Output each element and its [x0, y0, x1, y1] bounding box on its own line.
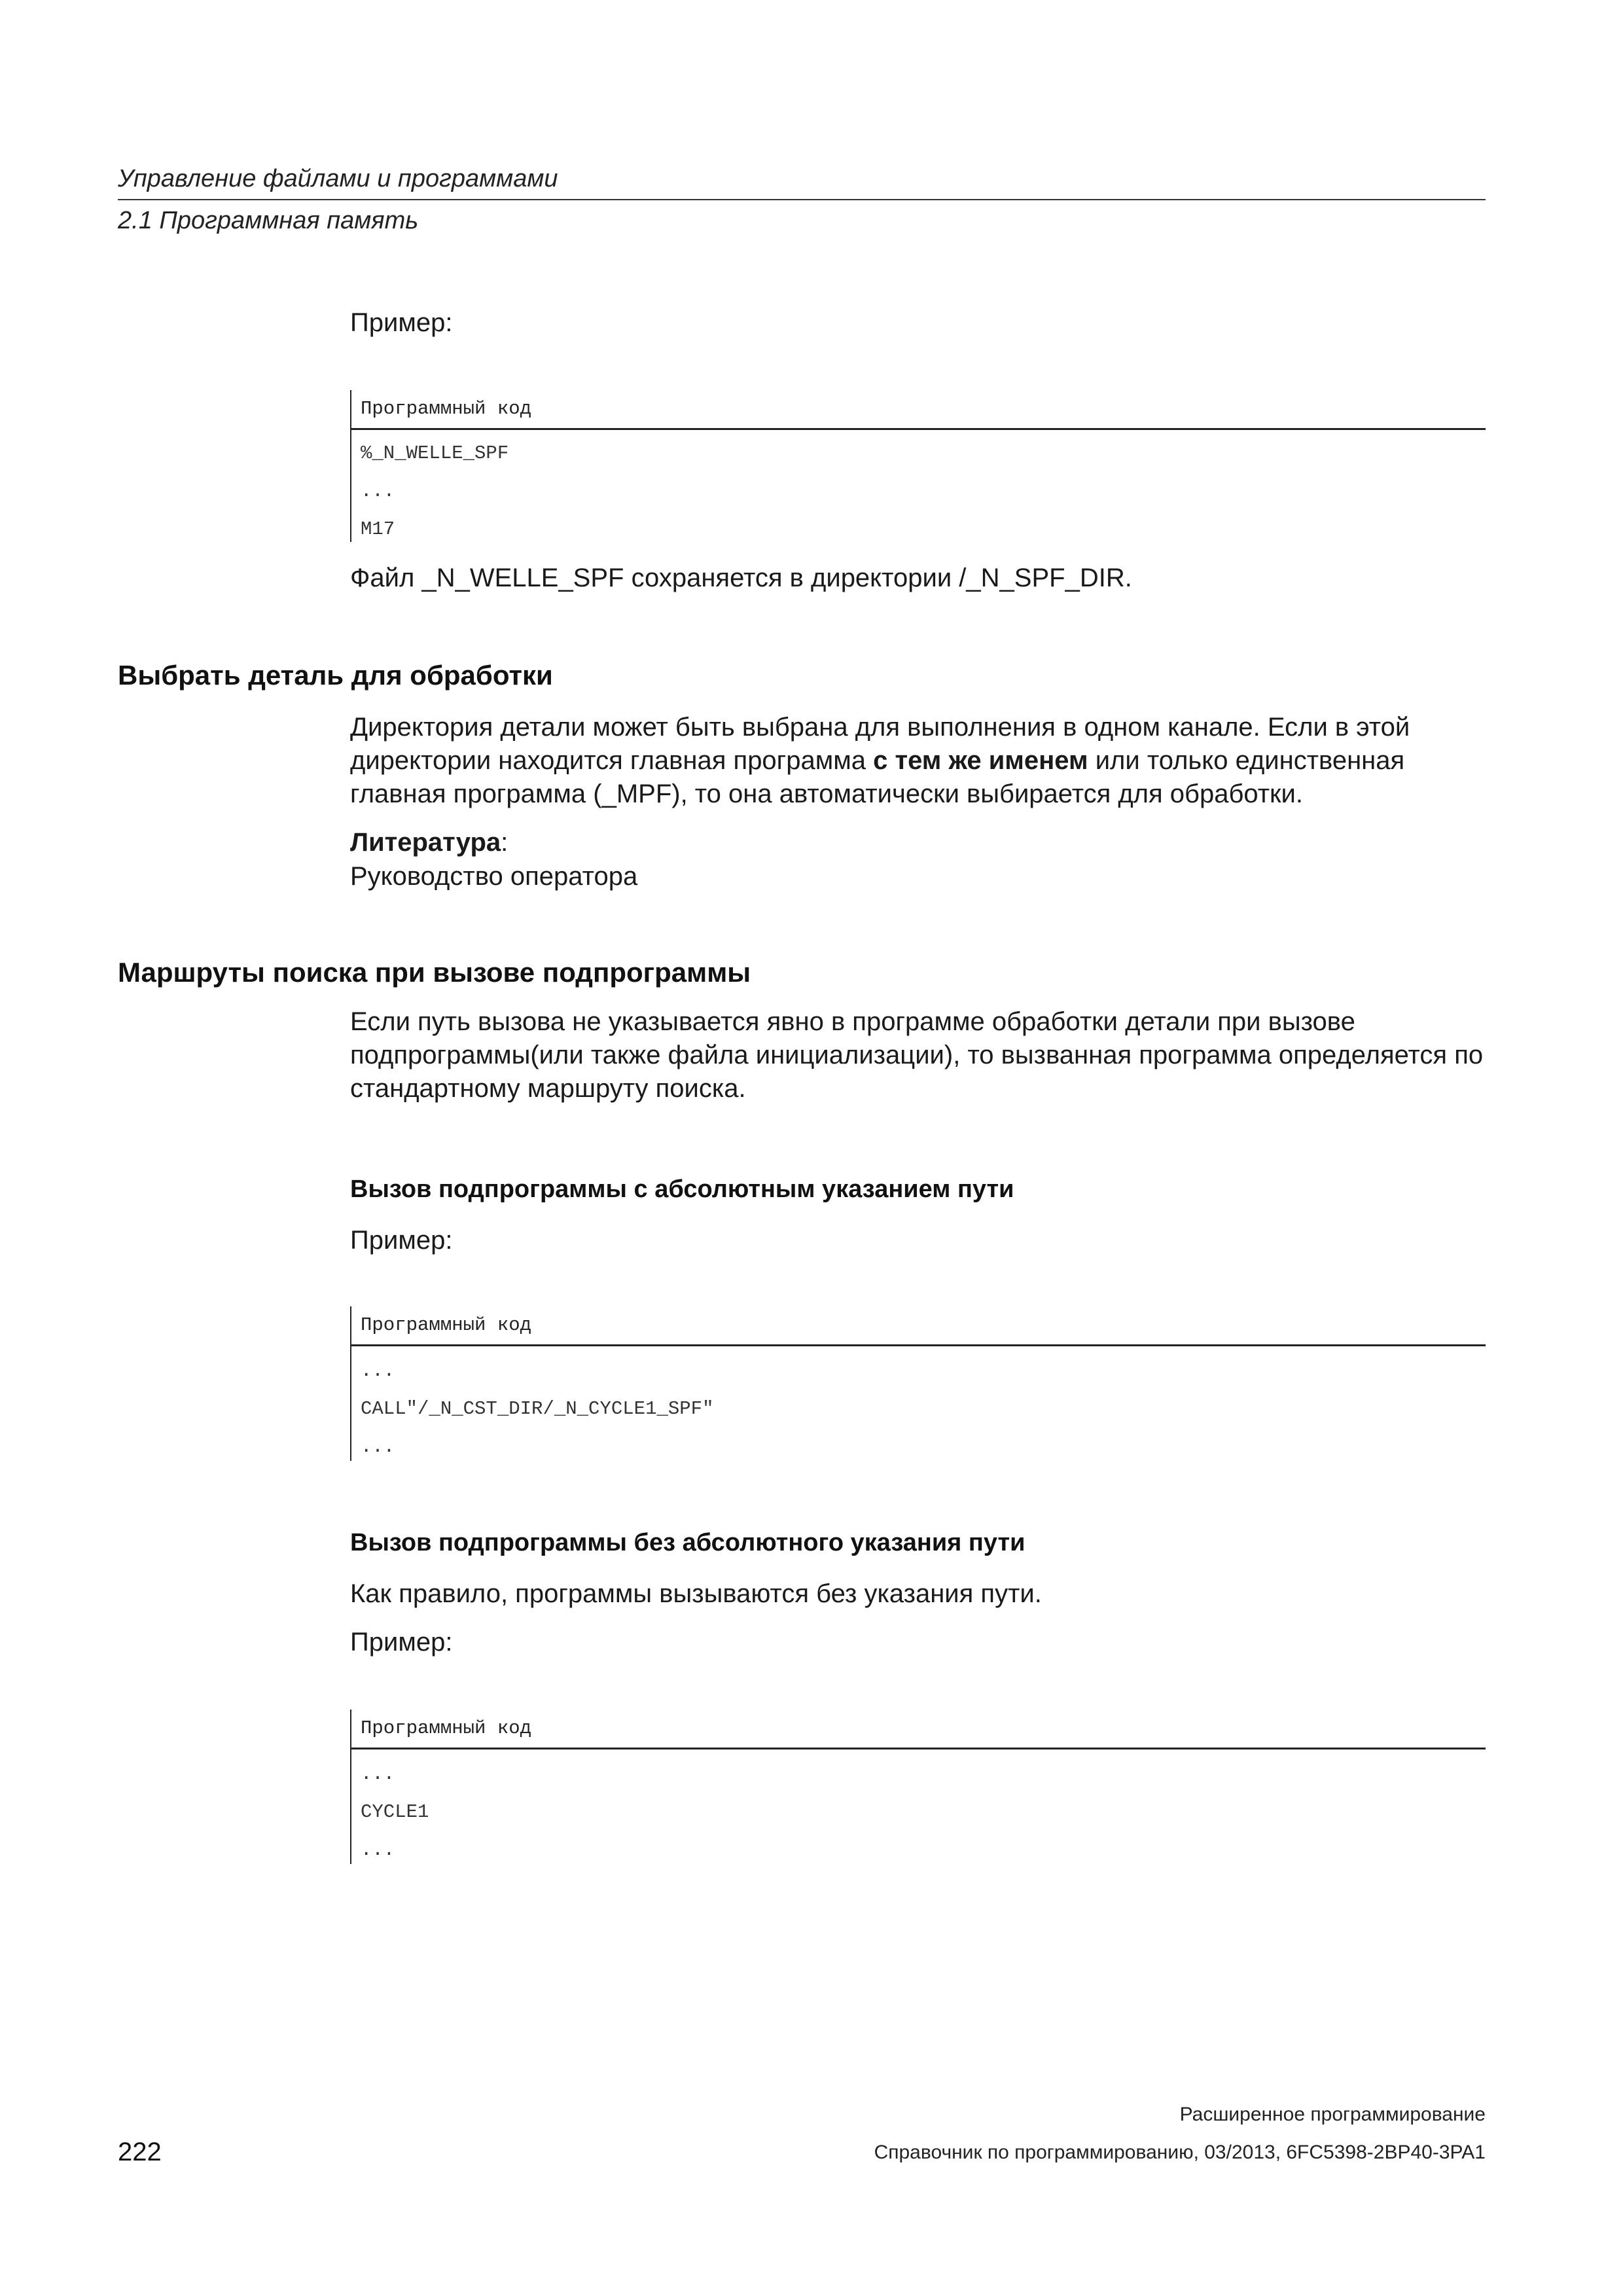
code-block-border	[350, 1710, 351, 1864]
example-label: Пример:	[350, 1628, 453, 1657]
code-line: %_N_WELLE_SPF	[361, 442, 509, 464]
code-line: ...	[361, 480, 395, 502]
section-routes-text: Если путь вызова не указывается явно в программе обработки детали при вызове подпрограммы(или также файла инициализации), то вызванная программа определяется по стандартному маршруту поиска.	[350, 1007, 1484, 1103]
code-heading-rule	[350, 428, 1486, 430]
code-block-border	[350, 390, 351, 542]
footer-document-info: Справочник по программированию, 03/2013, 6FC5398-2BP40-3PA1	[874, 2142, 1486, 2163]
chapter-header: Управление файлами и программами	[118, 165, 558, 192]
page-number: 222	[118, 2138, 162, 2166]
code-block	[350, 1710, 1486, 1864]
literature-label: Литература:	[350, 828, 508, 857]
example-label: Пример:	[350, 1226, 453, 1255]
section-select-text: Директория детали может быть выбрана для выполнения в одном канале. Если в этой директории находится главная программа с тем же именем или только единственная главная программа (_MPF), то она автоматически выбирается для обработки.	[350, 713, 1410, 808]
section-title-select: Выбрать деталь для обработки	[118, 660, 553, 691]
file-note: Файл _N_WELLE_SPF сохраняется в директории /_N_SPF_DIR.	[350, 564, 1132, 592]
code-line: ...	[361, 1436, 395, 1458]
code-line: CYCLE1	[361, 1801, 429, 1823]
code-line: ...	[361, 1360, 395, 1382]
emphasis-same-name: с тем же именем	[873, 746, 1088, 775]
code-line: M17	[361, 518, 395, 540]
header-rule	[118, 199, 1486, 200]
example-label: Пример:	[350, 308, 453, 337]
code-block-border	[350, 1306, 351, 1461]
subsection-relative-text: Как правило, программы вызываются без указания пути.	[350, 1579, 1042, 1608]
code-heading: Программный код	[361, 398, 532, 420]
subsection-title-absolute: Вызов подпрограммы с абсолютным указанием пути	[350, 1175, 1014, 1203]
code-line: ...	[361, 1839, 395, 1861]
code-heading-rule	[350, 1344, 1486, 1346]
code-block	[350, 1306, 1486, 1461]
footer-document-title: Расширенное программирование	[1179, 2104, 1486, 2125]
subsection-title-relative: Вызов подпрограммы без абсолютного указания пути	[350, 1529, 1026, 1556]
code-heading: Программный код	[361, 1314, 532, 1336]
code-heading: Программный код	[361, 1717, 532, 1739]
code-line: CALL"/_N_CST_DIR/_N_CYCLE1_SPF"	[361, 1398, 714, 1420]
code-block	[350, 390, 1486, 542]
section-title-routes: Маршруты поиска при вызове подпрограммы	[118, 957, 751, 988]
literature-value: Руководство оператора	[350, 862, 638, 891]
section-header: 2.1 Программная память	[118, 207, 419, 234]
code-heading-rule	[350, 1748, 1486, 1749]
code-line: ...	[361, 1763, 395, 1785]
